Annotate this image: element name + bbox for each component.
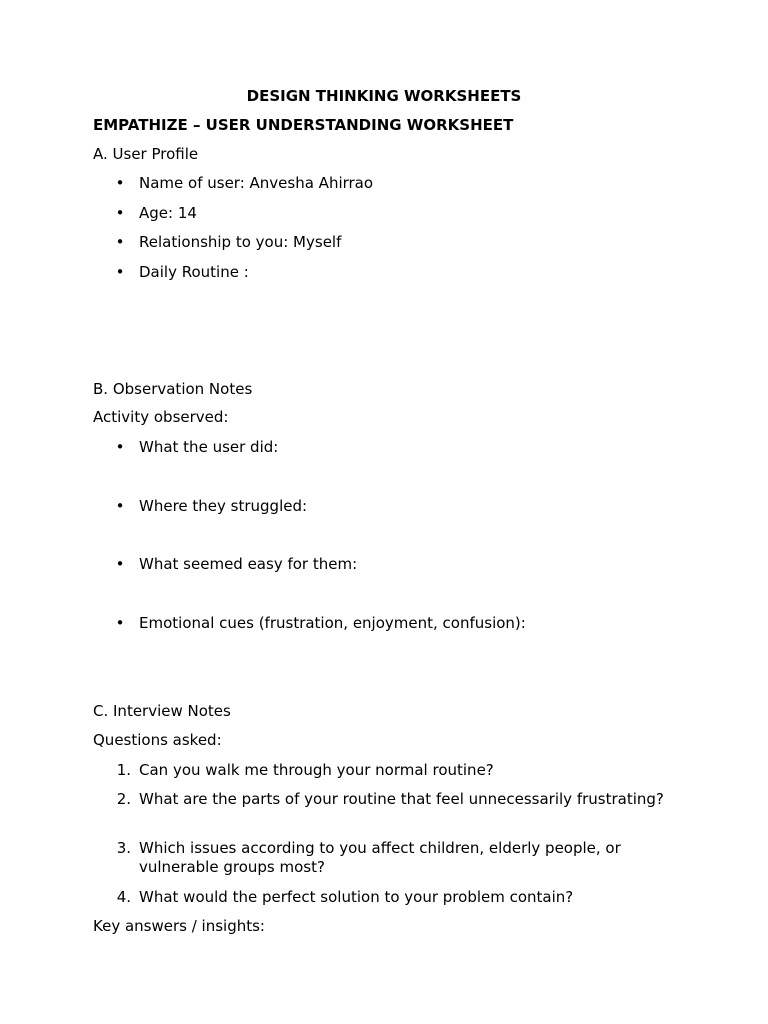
user-name-field: Name of user: Anvesha Ahirrao (139, 174, 374, 192)
question-text: Can you walk me through your normal routine? (139, 761, 494, 779)
question-text: What are the parts of your routine that feel unnecessarily frustrating? (139, 790, 664, 808)
list-number: 4. (116, 888, 131, 906)
struggled-field: Where they struggled: (139, 497, 308, 515)
bullet-marker: • (115, 204, 125, 222)
user-did-field: What the user did: (139, 438, 279, 456)
relationship-field: Relationship to you: Myself (139, 233, 342, 251)
user-age-field: Age: 14 (139, 204, 197, 222)
key-answers-label: Key answers / insights: (93, 917, 265, 935)
bullet-marker: • (115, 438, 125, 456)
list-number: 1. (116, 761, 131, 779)
activity-observed-label: Activity observed: (93, 408, 229, 426)
bullet-marker: • (115, 614, 125, 632)
section-a-heading: A. User Profile (93, 145, 199, 163)
bullet-marker: • (115, 233, 125, 251)
bullet-marker: • (115, 174, 125, 192)
bullet-marker: • (115, 555, 125, 573)
section-b-heading: B. Observation Notes (93, 380, 253, 398)
list-number: 3. (116, 839, 131, 857)
daily-routine-field: Daily Routine : (139, 263, 249, 281)
document-title: DESIGN THINKING WORKSHEETS (246, 87, 522, 105)
worksheet-title: EMPATHIZE – USER UNDERSTANDING WORKSHEET (93, 116, 514, 134)
bullet-marker: • (115, 263, 125, 281)
section-c-heading: C. Interview Notes (93, 702, 231, 720)
question-text: Which issues according to you affect children, elderly people, or vulnerable groups most? (139, 839, 621, 876)
list-number: 2. (116, 790, 131, 808)
seemed-easy-field: What seemed easy for them: (139, 555, 358, 573)
questions-asked-label: Questions asked: (93, 731, 222, 749)
emotional-cues-field: Emotional cues (frustration, enjoyment, confusion): (139, 614, 526, 632)
bullet-marker: • (115, 497, 125, 515)
question-text: What would the perfect solution to your problem contain? (139, 888, 574, 906)
